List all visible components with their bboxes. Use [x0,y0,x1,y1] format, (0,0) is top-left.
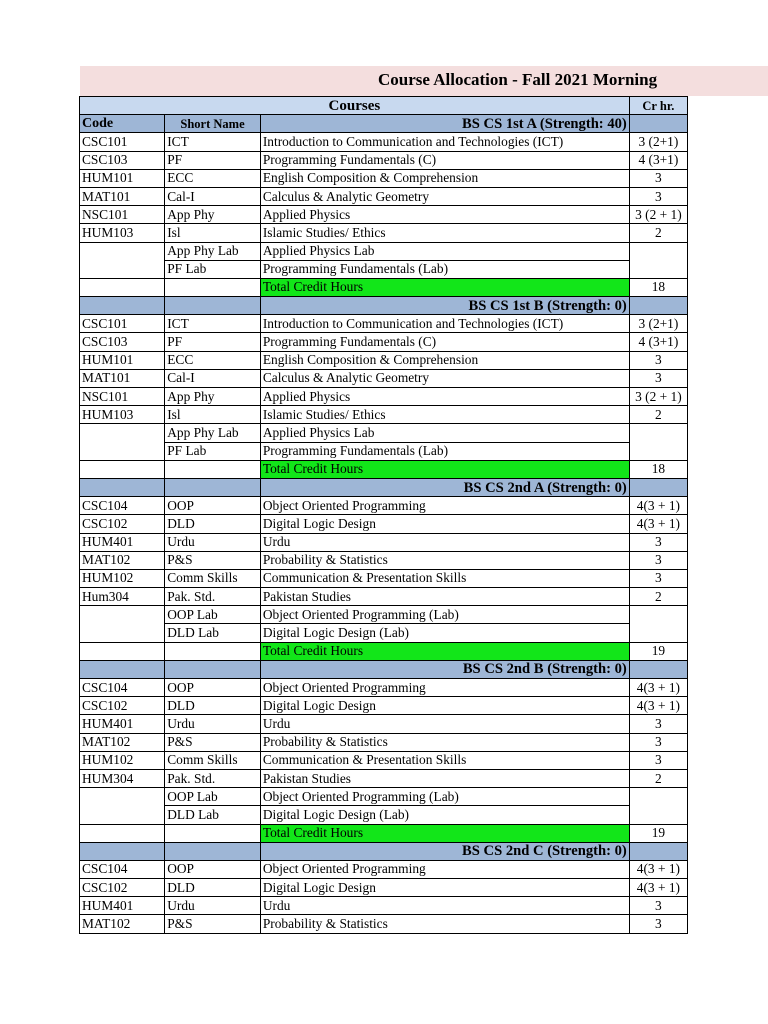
course-row [80,879,688,897]
course-row [80,569,688,587]
empty-cell [629,660,687,678]
course-code: HUM101 [80,169,165,187]
empty-cell [165,642,261,660]
empty-cell [80,478,165,496]
lab-row [80,424,688,442]
course-short-name: Urdu [165,897,261,915]
course-credit-hours: 3 (2+1) [629,133,687,151]
lab-name: Applied Physics Lab [260,424,629,442]
total-credit-value: 19 [629,824,687,842]
course-name: Digital Logic Design [260,879,629,897]
course-name: Islamic Studies/ Ethics [260,224,629,242]
course-credit-hours: 2 [629,406,687,424]
course-credit-hours: 3 [629,369,687,387]
course-credit-hours: 3 [629,169,687,187]
total-credit-label: Total Credit Hours [260,824,629,842]
course-name: Digital Logic Design [260,697,629,715]
course-code: CSC101 [80,133,165,151]
course-code: CSC102 [80,515,165,533]
course-short-name: ICT [165,133,261,151]
course-code: CSC104 [80,497,165,515]
course-code: HUM101 [80,351,165,369]
course-code: MAT102 [80,915,165,933]
course-name: English Composition & Comprehension [260,351,629,369]
course-name: Probability & Statistics [260,551,629,569]
course-code: HUM102 [80,569,165,587]
section-title: BS CS 2nd B (Strength: 0) [260,660,629,678]
lab-row [80,260,688,278]
empty-cell [629,788,687,824]
short-name-header: Short Name [165,115,261,133]
course-name: Calculus & Analytic Geometry [260,369,629,387]
total-row [80,824,688,842]
course-code: CSC101 [80,315,165,333]
course-row [80,406,688,424]
course-code: HUM401 [80,715,165,733]
empty-cell [80,297,165,315]
course-short-name: ECC [165,169,261,187]
course-name: Communication & Presentation Skills [260,751,629,769]
empty-cell [165,824,261,842]
lab-short-name: OOP Lab [165,788,261,806]
total-credit-label: Total Credit Hours [260,642,629,660]
course-row [80,533,688,551]
course-code: CSC104 [80,679,165,697]
course-name: Urdu [260,897,629,915]
course-short-name: PF [165,151,261,169]
empty-cell [80,842,165,860]
course-short-name: Comm Skills [165,569,261,587]
course-row [80,133,688,151]
empty-cell [629,115,687,133]
course-row [80,388,688,406]
course-name: Object Oriented Programming [260,860,629,878]
course-code: NSC101 [80,388,165,406]
total-credit-label: Total Credit Hours [260,278,629,296]
course-code: CSC104 [80,860,165,878]
course-code: HUM103 [80,406,165,424]
course-code: HUM304 [80,769,165,787]
course-name: Object Oriented Programming [260,497,629,515]
empty-cell [80,278,165,296]
course-name: Urdu [260,715,629,733]
total-row [80,460,688,478]
course-row [80,697,688,715]
lab-short-name: DLD Lab [165,806,261,824]
course-row [80,224,688,242]
course-credit-hours: 4(3 + 1) [629,497,687,515]
course-code: Hum304 [80,588,165,606]
course-name: Digital Logic Design [260,515,629,533]
course-short-name: DLD [165,879,261,897]
course-credit-hours: 2 [629,769,687,787]
course-name: Pakistan Studies [260,588,629,606]
lab-name: Object Oriented Programming (Lab) [260,606,629,624]
course-code: HUM103 [80,224,165,242]
page-title: Course Allocation - Fall 2021 Morning [378,70,658,89]
total-row [80,642,688,660]
course-short-name: Urdu [165,533,261,551]
course-short-name: ICT [165,315,261,333]
course-code: HUM401 [80,533,165,551]
total-credit-value: 18 [629,278,687,296]
course-short-name: Cal-I [165,187,261,205]
course-short-name: Urdu [165,715,261,733]
section-header-row [80,478,688,496]
course-short-name: PF [165,333,261,351]
lab-row [80,242,688,260]
course-row [80,769,688,787]
empty-cell [629,606,687,642]
course-name: Islamic Studies/ Ethics [260,406,629,424]
lab-name: Programming Fundamentals (Lab) [260,260,629,278]
course-short-name: P&S [165,915,261,933]
course-row [80,497,688,515]
course-code: CSC102 [80,697,165,715]
course-name: Introduction to Communication and Technologies (ICT) [260,133,629,151]
course-short-name: App Phy [165,388,261,406]
course-row [80,333,688,351]
empty-cell [629,424,687,460]
course-credit-hours: 3 (2 + 1) [629,206,687,224]
course-short-name: OOP [165,497,261,515]
course-credit-hours: 4(3 + 1) [629,860,687,878]
course-row [80,187,688,205]
course-allocation-table [79,96,688,934]
empty-cell [165,478,261,496]
course-row [80,588,688,606]
course-credit-hours: 4 (3+1) [629,151,687,169]
course-row [80,315,688,333]
section-title: BS CS 2nd C (Strength: 0) [260,842,629,860]
empty-cell [629,842,687,860]
course-credit-hours: 4(3 + 1) [629,679,687,697]
course-name: Programming Fundamentals (C) [260,151,629,169]
course-credit-hours: 2 [629,588,687,606]
lab-row [80,806,688,824]
course-short-name: Cal-I [165,369,261,387]
lab-row [80,606,688,624]
course-credit-hours: 4 (3+1) [629,333,687,351]
empty-cell [165,842,261,860]
course-credit-hours: 3 [629,551,687,569]
course-credit-hours: 3 [629,715,687,733]
course-short-name: App Phy [165,206,261,224]
total-credit-label: Total Credit Hours [260,460,629,478]
empty-cell [165,297,261,315]
total-credit-value: 18 [629,460,687,478]
total-row [80,278,688,296]
course-row [80,369,688,387]
course-short-name: P&S [165,733,261,751]
lab-row [80,624,688,642]
course-code: MAT101 [80,187,165,205]
course-credit-hours: 3 [629,751,687,769]
course-code: CSC102 [80,879,165,897]
course-name: Probability & Statistics [260,733,629,751]
section-header-row [80,297,688,315]
course-row [80,551,688,569]
section-header-row [80,842,688,860]
section-title: BS CS 1st A (Strength: 40) [260,115,629,133]
course-row [80,515,688,533]
course-row [80,751,688,769]
course-name: Pakistan Studies [260,769,629,787]
empty-cell [629,297,687,315]
total-credit-value: 19 [629,642,687,660]
course-short-name: Pak. Std. [165,588,261,606]
lab-name: Digital Logic Design (Lab) [260,624,629,642]
empty-cell [165,460,261,478]
course-name: Introduction to Communication and Technologies (ICT) [260,315,629,333]
lab-short-name: PF Lab [165,442,261,460]
course-name: Applied Physics [260,206,629,224]
course-short-name: ECC [165,351,261,369]
courses-header: Courses [80,97,630,115]
course-code: MAT102 [80,551,165,569]
lab-short-name: OOP Lab [165,606,261,624]
lab-short-name: DLD Lab [165,624,261,642]
course-short-name: OOP [165,679,261,697]
course-row [80,351,688,369]
course-short-name: P&S [165,551,261,569]
empty-cell [80,460,165,478]
course-short-name: Pak. Std. [165,769,261,787]
lab-row [80,442,688,460]
code-header: Code [80,115,165,133]
section-title: BS CS 2nd A (Strength: 0) [260,478,629,496]
course-short-name: Isl [165,224,261,242]
empty-cell [629,242,687,278]
empty-cell [80,606,165,642]
course-row [80,206,688,224]
course-short-name: DLD [165,515,261,533]
course-code: HUM102 [80,751,165,769]
course-short-name: DLD [165,697,261,715]
course-credit-hours: 3 [629,533,687,551]
lab-name: Digital Logic Design (Lab) [260,806,629,824]
course-name: Calculus & Analytic Geometry [260,187,629,205]
course-row [80,679,688,697]
course-credit-hours: 3 (2 + 1) [629,388,687,406]
course-credit-hours: 3 [629,569,687,587]
lab-name: Programming Fundamentals (Lab) [260,442,629,460]
course-row [80,169,688,187]
lab-short-name: App Phy Lab [165,242,261,260]
empty-cell [80,642,165,660]
course-code: NSC101 [80,206,165,224]
empty-cell [80,424,165,460]
section-title: BS CS 1st B (Strength: 0) [260,297,629,315]
course-code: CSC103 [80,151,165,169]
course-credit-hours: 4(3 + 1) [629,515,687,533]
course-row [80,151,688,169]
empty-cell [80,788,165,824]
empty-cell [80,242,165,278]
course-credit-hours: 3 [629,733,687,751]
empty-cell [165,278,261,296]
course-name: Applied Physics [260,388,629,406]
course-credit-hours: 3 [629,187,687,205]
course-credit-hours: 3 [629,897,687,915]
empty-cell [629,478,687,496]
course-name: Object Oriented Programming [260,679,629,697]
course-credit-hours: 3 [629,351,687,369]
course-short-name: Isl [165,406,261,424]
course-credit-hours: 3 (2+1) [629,315,687,333]
empty-cell [80,660,165,678]
lab-short-name: App Phy Lab [165,424,261,442]
course-short-name: Comm Skills [165,751,261,769]
course-row [80,860,688,878]
course-row [80,897,688,915]
empty-cell [165,660,261,678]
lab-short-name: PF Lab [165,260,261,278]
course-row [80,733,688,751]
course-code: CSC103 [80,333,165,351]
header-row [80,97,688,115]
lab-name: Object Oriented Programming (Lab) [260,788,629,806]
course-name: Communication & Presentation Skills [260,569,629,587]
lab-row [80,788,688,806]
course-row [80,915,688,933]
course-name: Urdu [260,533,629,551]
course-short-name: OOP [165,860,261,878]
empty-cell [80,824,165,842]
course-credit-hours: 3 [629,915,687,933]
section-header-row [80,115,688,133]
course-code: HUM401 [80,897,165,915]
course-credit-hours: 2 [629,224,687,242]
lab-name: Applied Physics Lab [260,242,629,260]
section-header-row [80,660,688,678]
cr-hr-header: Cr hr. [629,97,687,115]
course-code: MAT102 [80,733,165,751]
course-credit-hours: 4(3 + 1) [629,697,687,715]
course-row [80,715,688,733]
course-name: Probability & Statistics [260,915,629,933]
course-name: Programming Fundamentals (C) [260,333,629,351]
course-code: MAT101 [80,369,165,387]
course-credit-hours: 4(3 + 1) [629,879,687,897]
course-name: English Composition & Comprehension [260,169,629,187]
